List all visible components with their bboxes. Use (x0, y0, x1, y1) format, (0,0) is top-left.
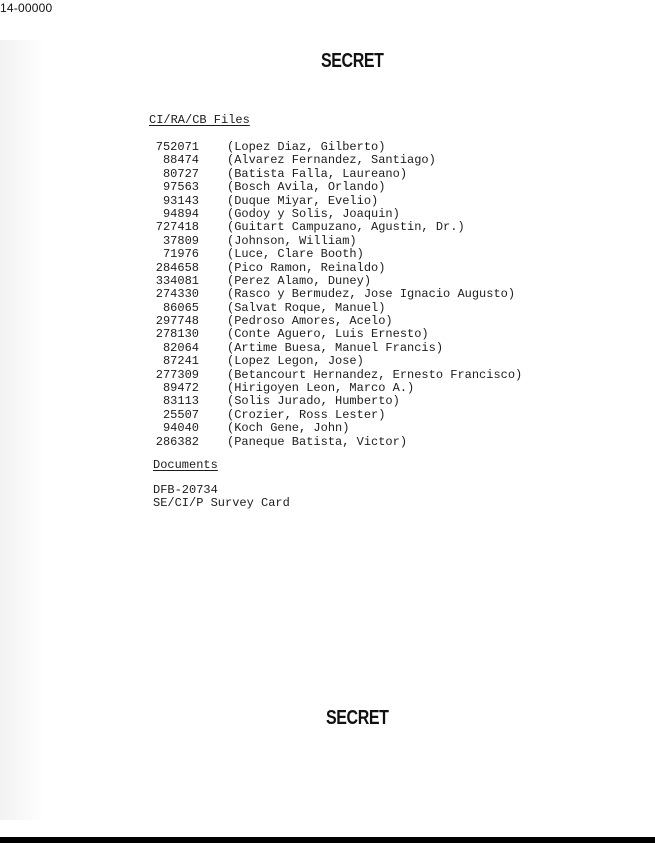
file-entry (143, 221, 522, 234)
file-name: (Betancourt Hernandez, Ernesto Francisco) (227, 367, 523, 382)
file-entry (143, 315, 522, 328)
file-entry (143, 195, 522, 208)
file-entry (143, 262, 522, 275)
file-name: (Pico Ramon, Reinaldo) (227, 260, 386, 275)
file-number: 37809 (162, 233, 199, 248)
file-name: (Alvarez Fernandez, Santiago) (227, 153, 436, 168)
file-entry (143, 436, 522, 449)
document-item: SE/CI/P Survey Card (153, 496, 290, 511)
file-name: (Guitart Campuzano, Agustin, Dr.) (227, 220, 465, 235)
files-heading: CI/RA/CB Files (149, 113, 250, 127)
file-name: (Salvat Roque, Manuel) (227, 300, 386, 315)
file-name: (Artime Buesa, Manuel Francis) (227, 340, 444, 355)
classification-stamp-top: SECRET (321, 50, 384, 72)
documents-heading: Documents (153, 458, 218, 472)
file-entry (143, 342, 522, 355)
file-name: (Crozier, Ross Lester) (227, 407, 386, 422)
file-number: 286382 (155, 434, 199, 449)
file-entry (143, 409, 522, 422)
file-name: (Hirigoyen Leon, Marco A.) (227, 381, 415, 396)
scan-bottom-border (0, 837, 655, 843)
file-number: 80727 (162, 166, 199, 181)
scan-edge-shadow (0, 40, 46, 820)
file-number: 89472 (162, 381, 199, 396)
file-number: 334081 (155, 273, 199, 288)
file-entry (143, 369, 522, 382)
file-number: 94040 (162, 421, 199, 436)
file-entry (143, 141, 522, 154)
document-item: DFB-20734 (153, 483, 218, 497)
classification-stamp-bottom: SECRET (326, 707, 389, 729)
documents-list (153, 484, 290, 511)
file-entry (143, 181, 522, 194)
file-number: 86065 (162, 300, 199, 315)
file-name: (Rasco y Bermudez, Jose Ignacio Augusto) (227, 287, 516, 302)
file-entry (143, 288, 522, 301)
file-number: 93143 (162, 193, 199, 208)
file-number: 727418 (155, 220, 199, 235)
file-number: 277309 (155, 367, 199, 382)
file-number: 83113 (162, 394, 199, 409)
file-name: (Godoy y Solis, Joaquin) (227, 206, 400, 221)
file-name: (Conte Aguero, Luis Ernesto) (227, 327, 429, 342)
file-name: (Lopez Legon, Jose) (227, 354, 364, 369)
file-name: (Luce, Clare Booth) (227, 247, 364, 262)
file-name: (Batista Falla, Laureano) (227, 166, 408, 181)
file-number: 94894 (162, 206, 199, 221)
file-number: 752071 (155, 140, 199, 154)
file-number: 274330 (155, 287, 199, 302)
file-entry (143, 235, 522, 248)
file-name: (Perez Alamo, Duney) (227, 273, 372, 288)
file-name: (Bosch Avila, Orlando) (227, 180, 386, 195)
file-number: 71976 (162, 247, 199, 262)
file-entry (143, 154, 522, 167)
file-name: (Duque Miyar, Evelio) (227, 193, 379, 208)
file-number: 97563 (162, 180, 199, 195)
file-number: 297748 (155, 314, 199, 329)
file-entry (143, 208, 522, 221)
file-entry (143, 168, 522, 181)
file-entry (143, 248, 522, 261)
file-entry (143, 275, 522, 288)
file-name: (Solis Jurado, Humberto) (227, 394, 400, 409)
document-id: 14-00000 (0, 1, 53, 15)
file-entry (143, 302, 522, 315)
file-name: (Paneque Batista, Victor) (227, 434, 408, 449)
file-entry (143, 382, 522, 395)
file-entry (143, 355, 522, 368)
file-name: (Johnson, William) (227, 233, 357, 248)
file-number: 82064 (162, 340, 199, 355)
files-list (143, 141, 522, 449)
file-name: (Pedroso Amores, Acelo) (227, 314, 393, 329)
file-name: (Koch Gene, John) (227, 421, 350, 436)
file-entry (143, 395, 522, 408)
file-name: (Lopez Diaz, Gilberto) (227, 140, 386, 154)
file-number: 25507 (162, 407, 199, 422)
file-number: 87241 (162, 354, 199, 369)
file-entry (143, 422, 522, 435)
file-number: 284658 (155, 260, 199, 275)
file-number: 278130 (155, 327, 199, 342)
file-number: 88474 (162, 153, 199, 168)
file-entry (143, 328, 522, 341)
